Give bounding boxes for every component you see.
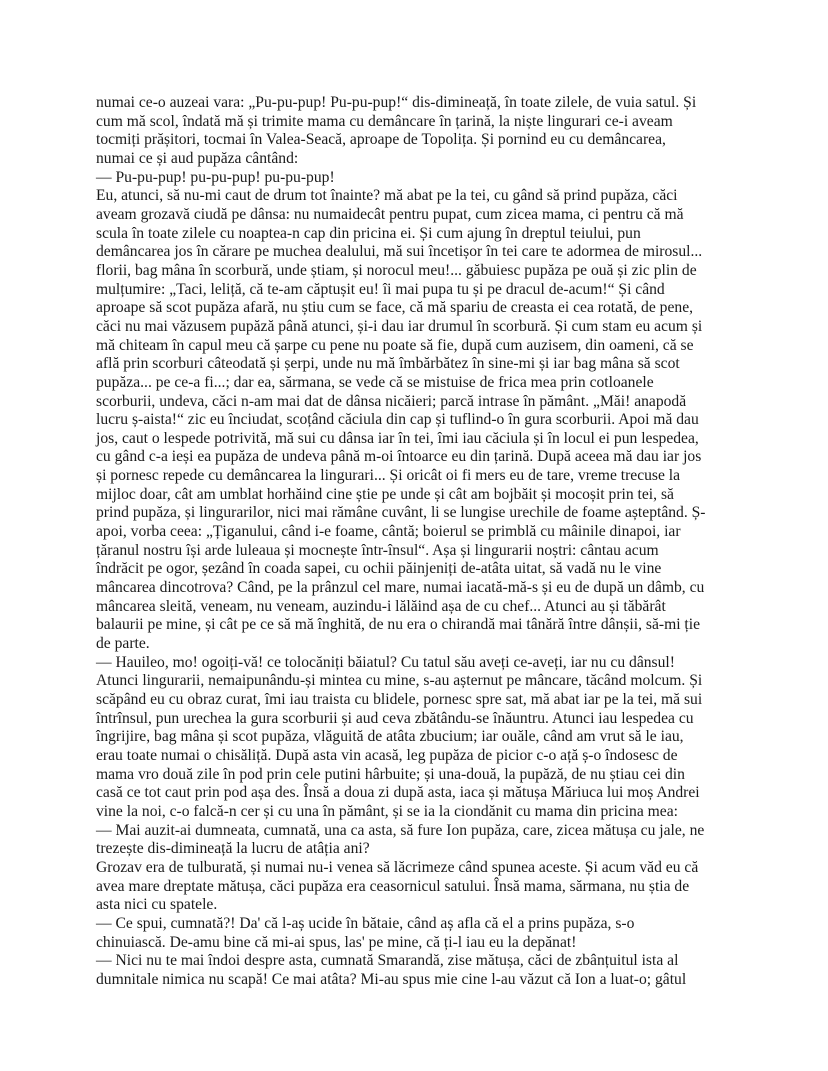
dialogue-line: — Mai auzit-ai dumneata, cumnată, una ca asta, să fure Ion pupăza, care, zicea mătușa cu jale, ne	[96, 821, 705, 839]
text-line: florii, bag mâna în scorbură, unde știam, și norocul meu!... găbuiesc pupăza pe ouă și zic plin de	[96, 261, 697, 279]
text-line: tocmiți prășitori, tocmai în Valea-Seacă, aproape de Topolița. Și pornind eu cu demâncarea,	[96, 131, 666, 149]
text-line: mama vro două zile în pod prin cele putini hârbuite; și una-două, la pupăză, de nu știau cei din	[96, 765, 685, 783]
text-line: apoi, vorba ceea: „Țiganului, când i-e foame, cântă; boierul se primblă cu mâinile dinapoi, iar	[96, 523, 681, 541]
text-line: vine la noi, c-o falcă-n cer și cu una în pământ, și se ia la ciondănit cu mama din pricina mea:	[96, 802, 678, 820]
document-page	[96, 94, 756, 990]
text-line: întrînsul, pun urechea la gura scorburii și aud ceva zbătându-se înăuntru. Atunci iau lespedea cu	[96, 709, 694, 727]
dialogue-line: — Ce spui, cumnată?! Da' că l-aș ucide în bătaie, când aș afla că el a prins pupăza, s-o	[96, 914, 635, 932]
text-line: cum mă scol, îndată mă și trimite mama cu demâncare în țarină, la niște lingurari ce-i aveam	[96, 112, 673, 130]
text-line: pupăza... pe ce-a fi...; dar ea, sărmana, se vede că se mistuise de frica mea prin cotloanele	[96, 373, 654, 391]
text-line: numai ce-o auzeai vara: „Pu-pu-pup! Pu-pu-pup!“ dis-dimineață, în toate zilele, de vuia satul. Și	[96, 94, 697, 111]
text-line: căci nu mai văzusem pupăză până atunci, și-i dau iar drumul în scorbură. Și cum stam eu acum și	[96, 317, 703, 335]
text-line: de parte.	[96, 635, 150, 653]
text-line: dumnitale nimica nu scapă! Ce mai atâta? Mi-au spus mie cine l-au văzut că Ion a luat-o; gâtul	[96, 970, 687, 988]
text-line: Eu, atunci, să nu-mi caut de drum tot înainte? mă abat pe la tei, cu gând să prind pupăza, căci	[96, 187, 678, 205]
text-line: erau toate numai o chisăliță. După asta vin acasă, leg pupăza de picior c-o ață ș-o îndosesc de	[96, 746, 678, 764]
text-line: aveam grozavă ciudă pe dânsa: nu numaidecât pentru pupat, cum zicea mama, ci pentru că mă	[96, 205, 684, 223]
text-line: Atunci lingurarii, nemaipunându-și mintea cu mine, s-au așternut pe mâncare, tăcând molcum. Și	[96, 672, 703, 690]
text-line: scorburii, undeva, căci n-am mai dat de dânsa nicăieri; parcă intrase în pământ. „Măi! anapodă	[96, 392, 687, 410]
text-line: mâncarea dincotrova? Când, pe la prânzul cel mare, numai iacată-mă-s și eu de după un dâmb, cu	[96, 579, 705, 597]
text-line: cu gând c-a ieși ea pupăza de undeva până m-oi întoarce eu din țarină. După aceea mă dau iar jos	[96, 448, 702, 466]
text-line: mâncarea sleită, veneam, nu veneam, auzindu-i lălăind așa de cu chef... Atunci au și tăbărât	[96, 597, 666, 615]
text-line: chinuiască. De-amu bine că mi-ai spus, las' pe mine, că ți-l iau eu la depănat!	[96, 933, 577, 951]
text-line: balaurii pe mine, și cât pe ce să mă înghită, de nu era o chirandă mai tânără între dânșii, să-mi ție	[96, 616, 701, 634]
text-line: aproape să scot pupăza afară, nu știu cum se face, că mă spariu de creasta ei cea rotată, de pene,	[96, 299, 694, 317]
dialogue-line: — Hauileo, mo! ogoiți-vă! ce tolocăniți băiatul? Cu tatul său aveți ce-aveți, iar nu cu dânsul!	[96, 653, 675, 671]
text-line: scula în toate zilele cu noaptea-n cap din pricina ei. Și cum ajung în dreptul teiului, pun	[96, 224, 641, 242]
text-line: țăranul nostru își arde luleaua și mocnește într-însul“. Așa și lingurarii noștri: cântau acum	[96, 541, 659, 559]
text-line: Grozav era de tulburată, și numai nu-i venea să lăcrimeze când spunea aceste. Și acum văd eu că	[96, 858, 699, 876]
text-line: îndrăcit pe ogor, șezând în coada sapei, cu ochii păinjeniți de-atâta uitat, să vadă nu le vine	[96, 560, 662, 578]
text-line: mulțumire: „Taci, leliță, că te-am căptușit eu! îi mai pupa tu și pe dracul de-acum!“ Și când	[96, 280, 665, 298]
text-line: mă chiteam în capul meu că șarpe cu pene nu poate să fie, după cum auzisem, din oameni, că se	[96, 336, 694, 354]
dialogue-line: — Pu-pu-pup! pu-pu-pup! pu-pu-pup!	[96, 168, 335, 186]
text-line: scăpând eu cu obraz curat, îmi iau traista cu blidele, pornesc spre sat, mă abat iar pe la tei, mă sui	[96, 691, 703, 708]
text-line: lucru ș-aista!“ zic eu înciudat, scoțând căciula din cap și tuflind-o în gura scorburii. Apoi mă dau	[96, 411, 699, 429]
text-line: numai ce și aud pupăza cântând:	[96, 149, 299, 167]
text-line: prind pupăza, și lingurarilor, nici mai rămâne cuvânt, li se lungise urechile de foame așteptând. Ș-	[96, 504, 706, 522]
text-line: asta nici cu spatele.	[96, 896, 218, 914]
text-line: trezește dis-dimineață la lucru de atâția ani?	[96, 840, 370, 858]
text-line: mijloc doar, cât am umblat horhăind cine știe pe unde și cât am bojbăit și mocoșit prin tei, să	[96, 485, 674, 503]
text-line: îngrijire, bag mâna și scot pupăza, vlăguită de atâta zbucium; iar ouăle, când am vrut să le iau,	[96, 728, 684, 746]
text-line: demâncarea jos în cărare pe muchea dealului, mă sui încetișor în tei care te adormea de mirosul...	[96, 243, 703, 261]
text-line: află prin scorburi câteodată și șerpi, unde nu mă îmbărbătez în sine-mi și iar bag mâna să scot	[96, 355, 680, 373]
text-line: jos, caut o lespede potrivită, mă sui cu dânsa iar în tei, îmi iau căciula și în locul ei pun lespedea,	[96, 429, 699, 447]
text-line: casă ce tot caut prin pod așa des. Însă a doua zi după asta, iaca și mătușa Măriuca lui moș Andrei	[96, 784, 700, 802]
dialogue-line: — Nici nu te mai îndoi despre asta, cumnată Smarandă, zise mătușa, căci de zbânțuitul ista al	[96, 952, 679, 970]
text-line: avea mare dreptate mătușa, căci pupăza era ceasornicul satului. Însă mama, sărmana, nu știa de	[96, 877, 690, 895]
text-line: și pornesc repede cu demâncarea la lingurari... Și oricât oi fi mers eu de tare, vreme trecuse la	[96, 467, 681, 485]
